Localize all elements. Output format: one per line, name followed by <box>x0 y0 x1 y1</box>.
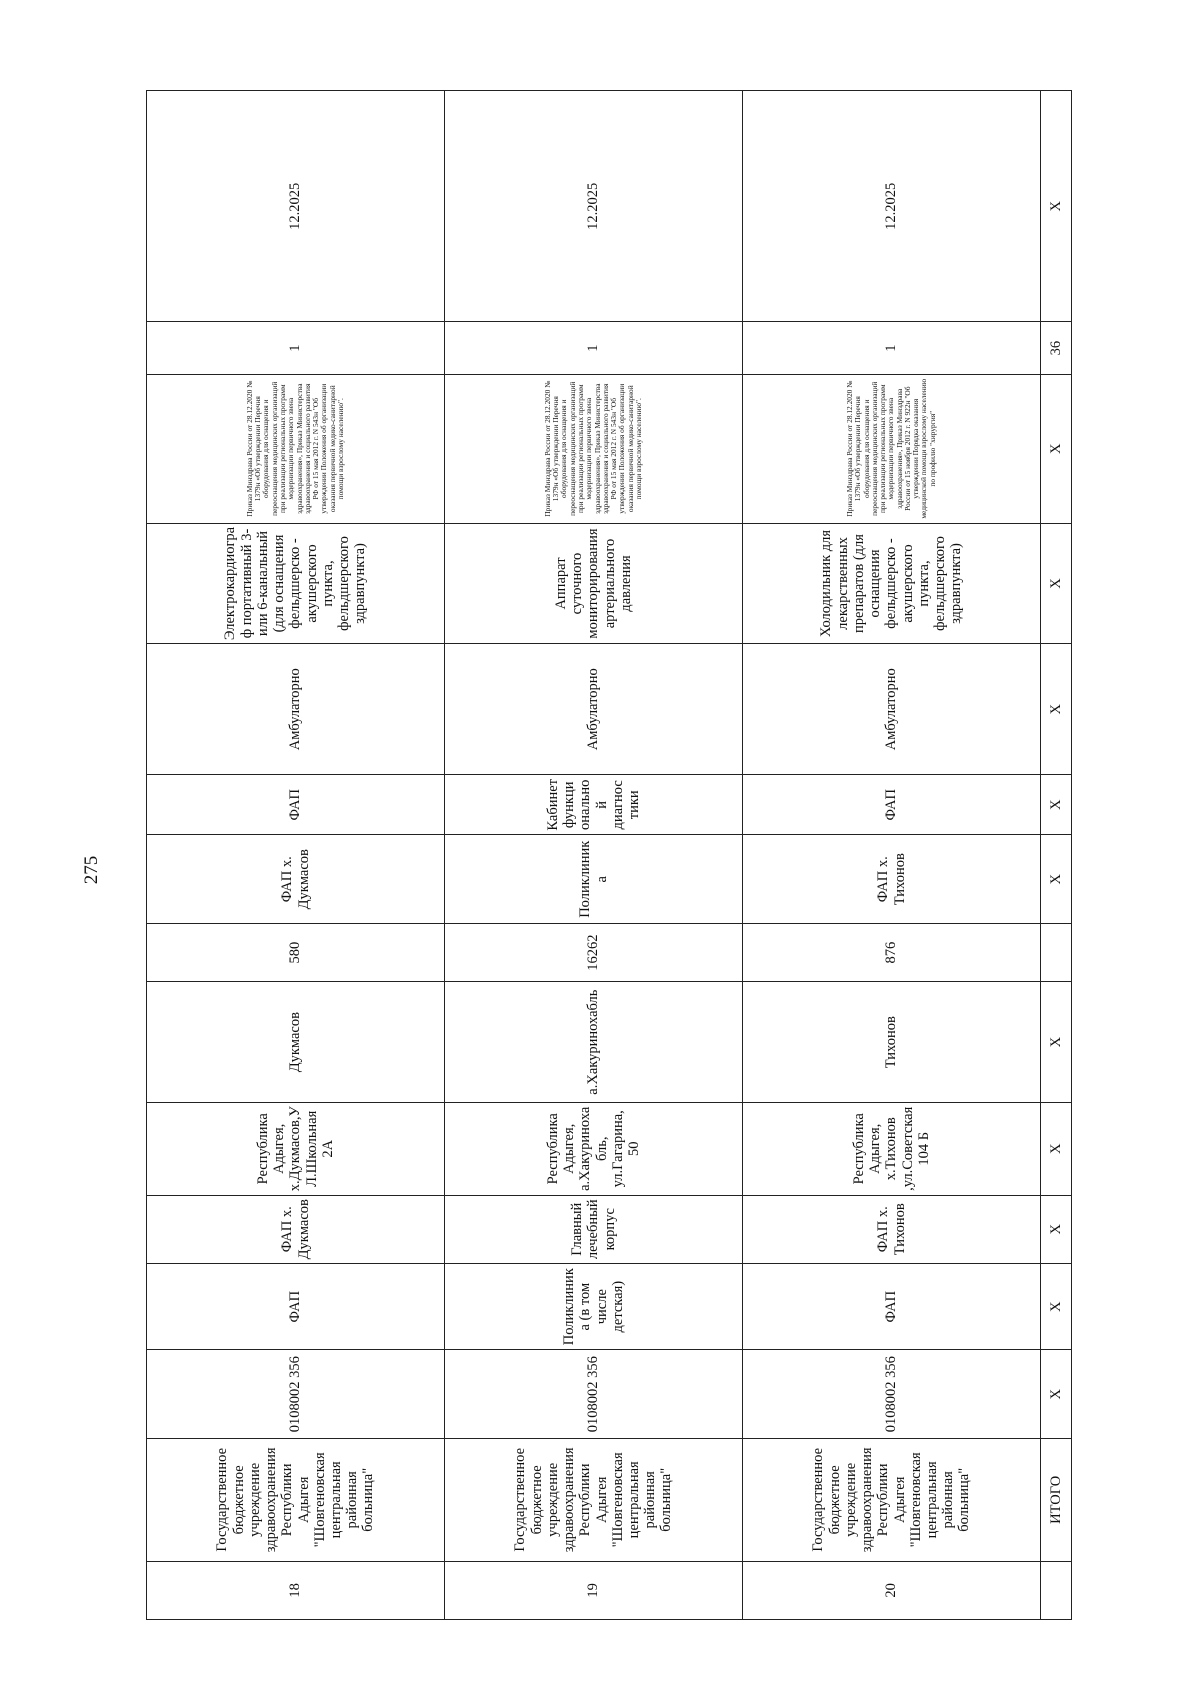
building-type-cell: ФАП <box>743 1263 1041 1350</box>
total-label: ИТОГО <box>1041 1438 1072 1561</box>
total-quantity: 36 <box>1041 322 1072 374</box>
regulation-cell: Приказ Минздрава России от 28.12.2020 № 1379н «Об утверждении Перечня оборудования для оснащения и переоснащения медицинских организаций при реализации региональных программ модернизации первичного звена здравоохранения», Приказ Минздрава России от 15 ноября 2012 г. N 922н "Об утверждении Порядка оказания медицинской помощи взрослому населению по профилю "хирургия" <box>743 374 1041 523</box>
regulation-cell: Приказ Минздрава России от 28.12.2020 № 1379н «Об утверждении Перечня оборудования для оснащения и переоснащения медицинских организаций при реализации региональных программ модернизации первичного звена здравоохранения», Приказ Министерства здравоохранения и социального развития РФ от 15 мая 2012 г. N 543н "Об утверждении Положения об организации оказания первичной медико-санитарной помощи взрослому населению". <box>147 374 445 523</box>
subdivision-cell: Кабинет функциональной диагностики <box>445 775 743 835</box>
equipment-cell: Электрокардиограф портативный 3- или 6-канальный (для оснащения фельдшерско - акушерского пункта, фельдшерского здравпункта) <box>147 523 445 644</box>
total-mark: X <box>1041 1195 1072 1263</box>
page-number: 275 <box>81 855 102 885</box>
quantity-cell: 1 <box>445 322 743 374</box>
quantity-cell: 1 <box>147 322 445 374</box>
total-mark: X <box>1041 1350 1072 1439</box>
equipment-cell: Холодильник для лекарственных препаратов (для оснащения фельдшерско - акушерского пункта, фельдшерского здравпункта) <box>743 523 1041 644</box>
address-cell: Республика Адыгея, х.Дукмасов,УЛ.Школьная 2А <box>147 1103 445 1196</box>
total-mark: X <box>1041 835 1072 924</box>
date-cell: 12.2025 <box>147 91 445 322</box>
unit-cell: ФАП х. Дукмасов <box>147 835 445 924</box>
total-mark: X <box>1041 775 1072 835</box>
organization-cell: Государственное бюджетное учреждение здравоохранения Республики Адыгея "Шовгеновская центральная районная больница" <box>147 1438 445 1561</box>
code-cell: 0108002 356 <box>147 1350 445 1439</box>
date-cell: 12.2025 <box>445 91 743 322</box>
row-number-cell: 20 <box>743 1561 1041 1619</box>
unit-cell: ФАП х. Тихонов <box>743 835 1041 924</box>
table-row <box>147 91 445 1620</box>
total-mark: X <box>1041 982 1072 1103</box>
care-form-cell: Амбулаторно <box>445 644 743 775</box>
building-name-cell: ФАП х. Тихонов <box>743 1195 1041 1263</box>
building-type-cell: Поликлиника (в том числе детская) <box>445 1263 743 1350</box>
subdivision-cell: ФАП <box>743 775 1041 835</box>
code-cell: 0108002 356 <box>743 1350 1041 1439</box>
organization-cell: Государственное бюджетное учреждение здравоохранения Республики Адыгея "Шовгеновская центральная районная больница" <box>743 1438 1041 1561</box>
address-cell: Республика Адыгея, х.Тихонов ,ул.Советская 104 Б <box>743 1103 1041 1196</box>
building-name-cell: Главный лечебный корпус <box>445 1195 743 1263</box>
equipment-table <box>146 90 1072 1620</box>
total-row <box>1041 91 1072 1620</box>
population-cell: 876 <box>743 923 1041 981</box>
total-empty-cell <box>1041 1561 1072 1619</box>
rotated-table-container <box>146 90 1071 1620</box>
table-row <box>743 91 1041 1620</box>
population-cell: 16262 <box>445 923 743 981</box>
total-mark: X <box>1041 644 1072 775</box>
row-number-cell: 19 <box>445 1561 743 1619</box>
total-empty-cell <box>1041 923 1072 981</box>
row-number-cell: 18 <box>147 1561 445 1619</box>
total-mark: X <box>1041 1263 1072 1350</box>
total-mark: X <box>1041 523 1072 644</box>
equipment-cell: Аппарат суточного мониторирования артериального давления <box>445 523 743 644</box>
building-type-cell: ФАП <box>147 1263 445 1350</box>
total-mark: X <box>1041 374 1072 523</box>
table-row <box>445 91 743 1620</box>
total-mark: X <box>1041 1103 1072 1196</box>
settlement-cell: а.Хакуринохабль <box>445 982 743 1103</box>
total-mark: X <box>1041 91 1072 322</box>
population-cell: 580 <box>147 923 445 981</box>
unit-cell: Поликлиника <box>445 835 743 924</box>
quantity-cell: 1 <box>743 322 1041 374</box>
care-form-cell: Амбулаторно <box>147 644 445 775</box>
settlement-cell: Тихонов <box>743 982 1041 1103</box>
building-name-cell: ФАП х. Дукмасов <box>147 1195 445 1263</box>
address-cell: Республика Адыгея, а.Хакуринохабль, ул.Гагарина, 50 <box>445 1103 743 1196</box>
date-cell: 12.2025 <box>743 91 1041 322</box>
regulation-cell: Приказ Минздрава России от 28.12.2020 № 1379н «Об утверждении Перечня оборудования для оснащения и переоснащения медицинских организаций при реализации региональных программ модернизации первичного звена здравоохранения», Приказ Министерства здравоохранения и социального развития РФ от 15 мая 2012 г. N 543н "Об утверждении Положения об организации оказания первичной медико-санитарной помощи взрослому населению". <box>445 374 743 523</box>
organization-cell: Государственное бюджетное учреждение здравоохранения Республики Адыгея "Шовгеновская центральная районная больница" <box>445 1438 743 1561</box>
code-cell: 0108002 356 <box>445 1350 743 1439</box>
care-form-cell: Амбулаторно <box>743 644 1041 775</box>
subdivision-cell: ФАП <box>147 775 445 835</box>
settlement-cell: Дукмасов <box>147 982 445 1103</box>
